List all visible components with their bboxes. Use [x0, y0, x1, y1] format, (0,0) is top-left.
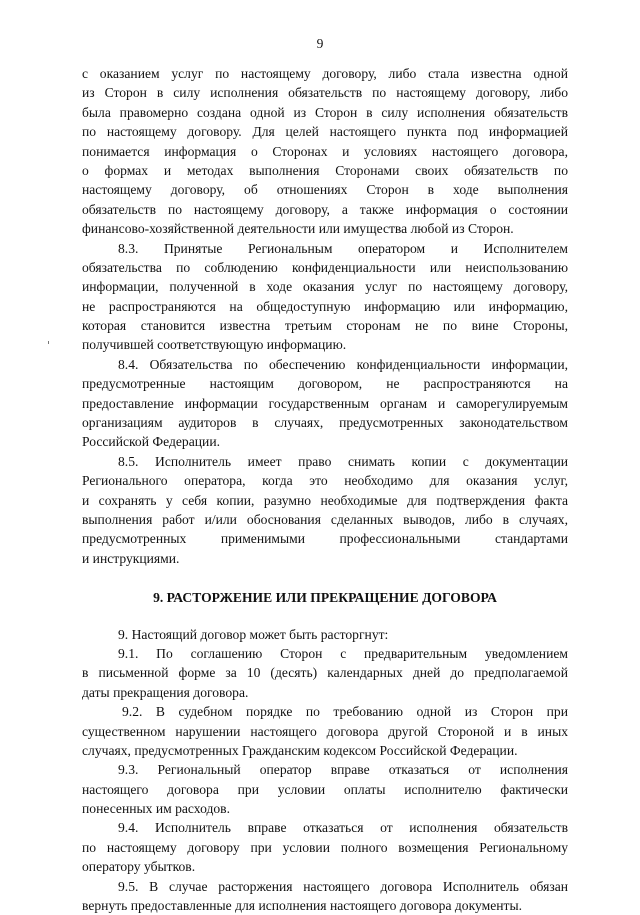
text-line: предусмотренных применимыми профессиональными стандартами [82, 531, 568, 547]
text-line: получившей соответствующую информацию. [82, 337, 347, 353]
paragraph-8-3 [82, 239, 568, 355]
text-line: с оказанием услуг по настоящему договору, либо стала известна одной [82, 66, 568, 81]
text-line: оператору убытков. [82, 859, 196, 875]
text-line: обязательств по настоящему договору, а также информация о состоянии [82, 201, 568, 217]
text-line: о формах и методах выполнения Сторонами своих обязательств по [82, 162, 568, 178]
text-line: понимается информация о Сторонах и условиях настоящего договора, [82, 143, 568, 159]
paragraph-9 [82, 625, 568, 644]
paragraph-8-4 [82, 355, 568, 452]
text-line: даты прекращения договора. [82, 684, 249, 700]
text-line: настоящего договора при условии оплаты исполнителю фактически [82, 781, 568, 797]
text-line: 9.2. В судебном порядке по требованию одной из Сторон при [122, 704, 568, 720]
text-line: организациям аудиторов в случаях, предусмотренных законодательством [82, 415, 568, 431]
text-line: Регионального оператора, когда это необходимо для оказания услуг, [82, 473, 568, 489]
paragraph-9-3 [82, 760, 568, 818]
paragraph-9-5 [82, 877, 568, 915]
text-line: 9.5. В случае расторжения настоящего договора Исполнитель обязан [118, 878, 568, 894]
text-line: настоящему договору, об отношениях Сторон в ходе выполнения [82, 182, 568, 198]
text-line: предусмотренные настоящим договором, не распространяются на [82, 376, 568, 392]
text-line: не распространяются на общедоступную информацию или информацию, [82, 298, 568, 314]
text-line: и инструкциями. [82, 550, 180, 566]
page-number: 9 [316, 36, 324, 51]
text-line: которая становится известна третьим сторонам не по вине Стороны, [82, 318, 568, 334]
text-line: 8.3. Принятые Региональным оператором и Исполнителем [118, 240, 568, 256]
text-line: в письменной форме за 10 (десять) календарных дней до предполагаемой [82, 665, 568, 681]
document-body [82, 64, 568, 915]
text-line: 9.4. Исполнитель вправе отказаться от исполнения обязательств [118, 820, 568, 836]
paragraph-confidential-info-continuation [82, 64, 568, 239]
text-line: выполнения работ и/или обоснования сделанных выводов, либо в случаях, [82, 511, 568, 527]
text-line: случаях, предусмотренных Гражданским кодексом Российской Федерации. [82, 742, 518, 758]
text-line: 9.3. Региональный оператор вправе отказаться от исполнения [118, 762, 568, 778]
text-line: по настоящему договору. Для целей настоящего пункта под информацией [82, 124, 568, 140]
margin-mark [48, 341, 49, 344]
text-line: финансово-хозяйственной деятельности или имущества любой из Сторон. [82, 221, 514, 237]
paragraph-8-5 [82, 452, 568, 568]
text-line: понесенных им расходов. [82, 801, 231, 817]
paragraph-9-1 [82, 644, 568, 702]
text-line: предоставление информации государственным органам и саморегулируемым [82, 395, 568, 411]
text-line: обязательства по соблюдению конфиденциальности или неиспользованию [82, 259, 568, 275]
text-line: Российской Федерации. [82, 434, 220, 450]
paragraph-9-4 [82, 818, 568, 876]
text-line: существенном нарушении настоящего договора другой Стороной и в иных [82, 723, 568, 739]
paragraph-9-2 [82, 702, 568, 760]
text-line: 8.5. Исполнитель имеет право снимать копии с документации [118, 453, 568, 469]
text-line: 9. Настоящий договор может быть расторгнут: [118, 626, 389, 642]
text-line: 8.4. Обязательства по обеспечению конфиденциальности информации, [118, 356, 568, 372]
text-line: вернуть предоставленные для исполнения настоящего договора документы. [82, 898, 522, 914]
section-heading: 9. РАСТОРЖЕНИЕ ИЛИ ПРЕКРАЩЕНИЕ ДОГОВОРА [153, 590, 497, 606]
text-line: была правомерно создана одной из Сторон в силу исполнения обязательств [82, 104, 568, 120]
text-line: и сохранять у себя копии, разумно необходимые для подтверждения факта [82, 492, 568, 508]
text-line: из Сторон в силу исполнения обязательств по настоящему договору, либо [82, 85, 568, 101]
text-line: 9.1. По соглашению Сторон с предварительным уведомлением [118, 645, 568, 661]
text-line: по настоящему договору при условии полного возмещения Региональному [82, 839, 568, 855]
text-line: информации, полученной в ходе оказания услуг по настоящему договору, [82, 279, 568, 295]
